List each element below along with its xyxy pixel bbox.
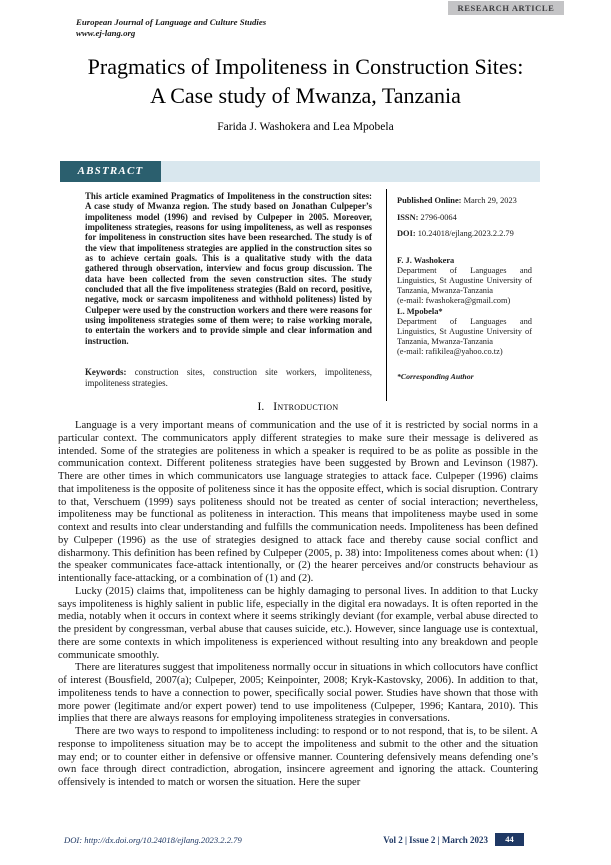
issn-line: [397, 213, 532, 223]
paragraph: There are two ways to respond to impoliteness including: to respond or to not respond, that is, to be silent. A response to impoliteness situation may be to accept the impoliteness and submit to the other and the situation may end; or to counter either in defensive or offensive manner. Countering defensively means defending one’s own face through direct contradiction, abrogation, insincere agreement and ignoring the attack. Countering offensively is intended to match or worsen the situation. Here the super: [58, 726, 538, 788]
published-online-value: March 29, 2023: [463, 196, 517, 205]
journal-url: www.ej-lang.org: [76, 27, 136, 38]
author-email: (e-mail: fwashokera@gmail.com): [397, 296, 511, 306]
journal-name: European Journal of Language and Culture Studies: [76, 17, 267, 27]
page-number-badge: 44: [495, 833, 524, 846]
section-title: Introduction: [273, 401, 339, 413]
issn-label: ISSN:: [397, 212, 419, 222]
published-online-line: [397, 196, 532, 206]
paper-title-line2: A Case study of Mwanza, Tanzania: [150, 83, 461, 108]
keywords-label: Keywords:: [85, 367, 127, 378]
corresponding-author-note: *Corresponding Author: [397, 371, 474, 381]
doi-label: DOI:: [397, 229, 416, 239]
section-number: I.: [257, 401, 265, 413]
publication-info-sidebar: [387, 189, 540, 401]
author-affiliation: Department of Languages and Linguistics, St Augustine University of Tanzania, Mwanza-Tanzania: [397, 316, 532, 347]
published-online-label: Published Online:: [397, 196, 462, 205]
footer-doi: DOI: http://dx.doi.org/10.24018/ejlang.2023.2.2.79: [64, 834, 242, 845]
author-name: F. J. Washokera: [397, 255, 455, 265]
page-footer: [64, 833, 524, 846]
keywords-text: construction sites, construction site workers, impoliteness, impoliteness strategies.: [85, 367, 373, 388]
author-block: [397, 307, 532, 358]
introduction-body: [58, 420, 538, 790]
author-affiliation: Department of Languages and Linguistics, St Augustine University of Tanzania, Mwanza-Tanzania: [397, 265, 532, 296]
abstract-columns: [60, 189, 540, 401]
paragraph: Language is a very important means of communication and the use of it is restricted by social norms in a particular context. The communicators apply different strategies to make sure their message is delivered as intended. Some of the strategies are politeness in which a speaker is required to be as polite as possible in the communication context. Different politeness strategies have been suggested by Brown and Levinson (1987). There are other times in which communicators use language strategies to attack face. Culpeper (1996) claims that impoliteness is the opposite of politeness since it has the opposite effect, which is social disruption. Contrary to that, Verschuem (1999) says politeness should not be treated as center of social interaction; nevertheless, impoliteness may be functional as politeness in interaction. This means that impoliteness maybe used in some context and results into clear understanding and fulfills the communication needs. Impoliteness has been defined by Culpeper (1996) as the use of strategies designed to attack face and thereby cause social conflict and disharmony. This definition has been refined by Culpeper (2005, p. 38) into: Impoliteness comes about when: (1) the speaker communicates face-attack intentionally, or (2) the hearer perceives and/or constructs behaviour as intentionally face-attacking, or a combination of (1) and (2).: [58, 420, 538, 584]
abstract-text: This article examined Pragmatics of Impoliteness in the construction sites: A case study of Mwanza region. The study based on Jonathan Culpeper’s impoliteness model (1996) and revised by Culpeper in 2005. Moreover, impoliteness strategies, reasons for using impoliteness, as well as responses for impoliteness in construction sites have been researched. The study is of the view that impoliteness strategies are applied in the construction sites so as to achieve certain goals. This is a qualitative study with the data gathered through observation, interview and focus group discussion. The data have been collected from the seven construction sites. The study concluded that all the five impoliteness strategies (Bald on record, positive, negative, mock or sarcasm impoliteness and withhold politeness) listed by Culpeper were used by the construction workers and there were reasons for using impoliteness strategies some of them were; to raise working morale, to entertain the workers and to provide simple and clear information and instruction.: [85, 191, 372, 346]
abstract-header-bar: [60, 161, 540, 182]
doi-value: 10.24018/ejlang.2023.2.2.79: [417, 229, 514, 239]
paragraph: Lucky (2015) claims that, impoliteness can be highly damaging to personal lives. In addition to that Lucky says impoliteness is highly salient in public life, especially in the digital era nowadays. It is often reported in the media, notably when it occurs in context where it seems strikingly deviant (for example, verbal abuse directed to the president by congressman, verbal abuse that causes suicide, etc.). However, since language use is contextual, there are some contexts in which impoliteness is experienced without resulting into any breakdown and people communicate smoothly.: [58, 585, 538, 661]
author-affiliations: [397, 256, 532, 358]
research-article-badge: RESEARCH ARTICLE: [448, 1, 564, 15]
keywords-line: [85, 367, 372, 388]
section-heading-introduction: [58, 401, 538, 413]
author-block: [397, 256, 532, 307]
author-byline: Farida J. Washokera and Lea Mpobela: [217, 121, 394, 133]
footer-volume-issue: Vol 2 | Issue 2 | March 2023: [383, 834, 488, 845]
abstract-column: [60, 189, 387, 401]
abstract-heading: ABSTRACT: [60, 161, 161, 182]
issn-value: 2796-0064: [420, 212, 457, 222]
author-email: (e-mail: rafikilea@yahoo.co.tz): [397, 347, 503, 357]
footer-issue-info: [383, 833, 524, 846]
paragraph: There are literatures suggest that impoliteness normally occur in situations in which collocutors have conflict of interest (Bousfield, 2007(a); Culpeper, 2005; Keinpointer, 2008; Kryk-Kastovsky, 2006). In addition to that, impoliteness tends to have a connection to power, specifically social power. Studies have shown that those with more power (legitimate and/or expert power) tend to use impoliteness (Culpeper, 1996; Kantara, 2010). This implies that there are always reasons for employing impoliteness strategies in conversations.: [58, 662, 538, 725]
journal-header: [76, 17, 266, 38]
doi-line: [397, 229, 532, 239]
paper-title-line1: Pragmatics of Impoliteness in Construction Sites:: [87, 54, 524, 79]
author-name: L. Mpobela*: [397, 306, 443, 316]
abstract-section: [60, 161, 540, 401]
paper-title: [0, 52, 611, 110]
